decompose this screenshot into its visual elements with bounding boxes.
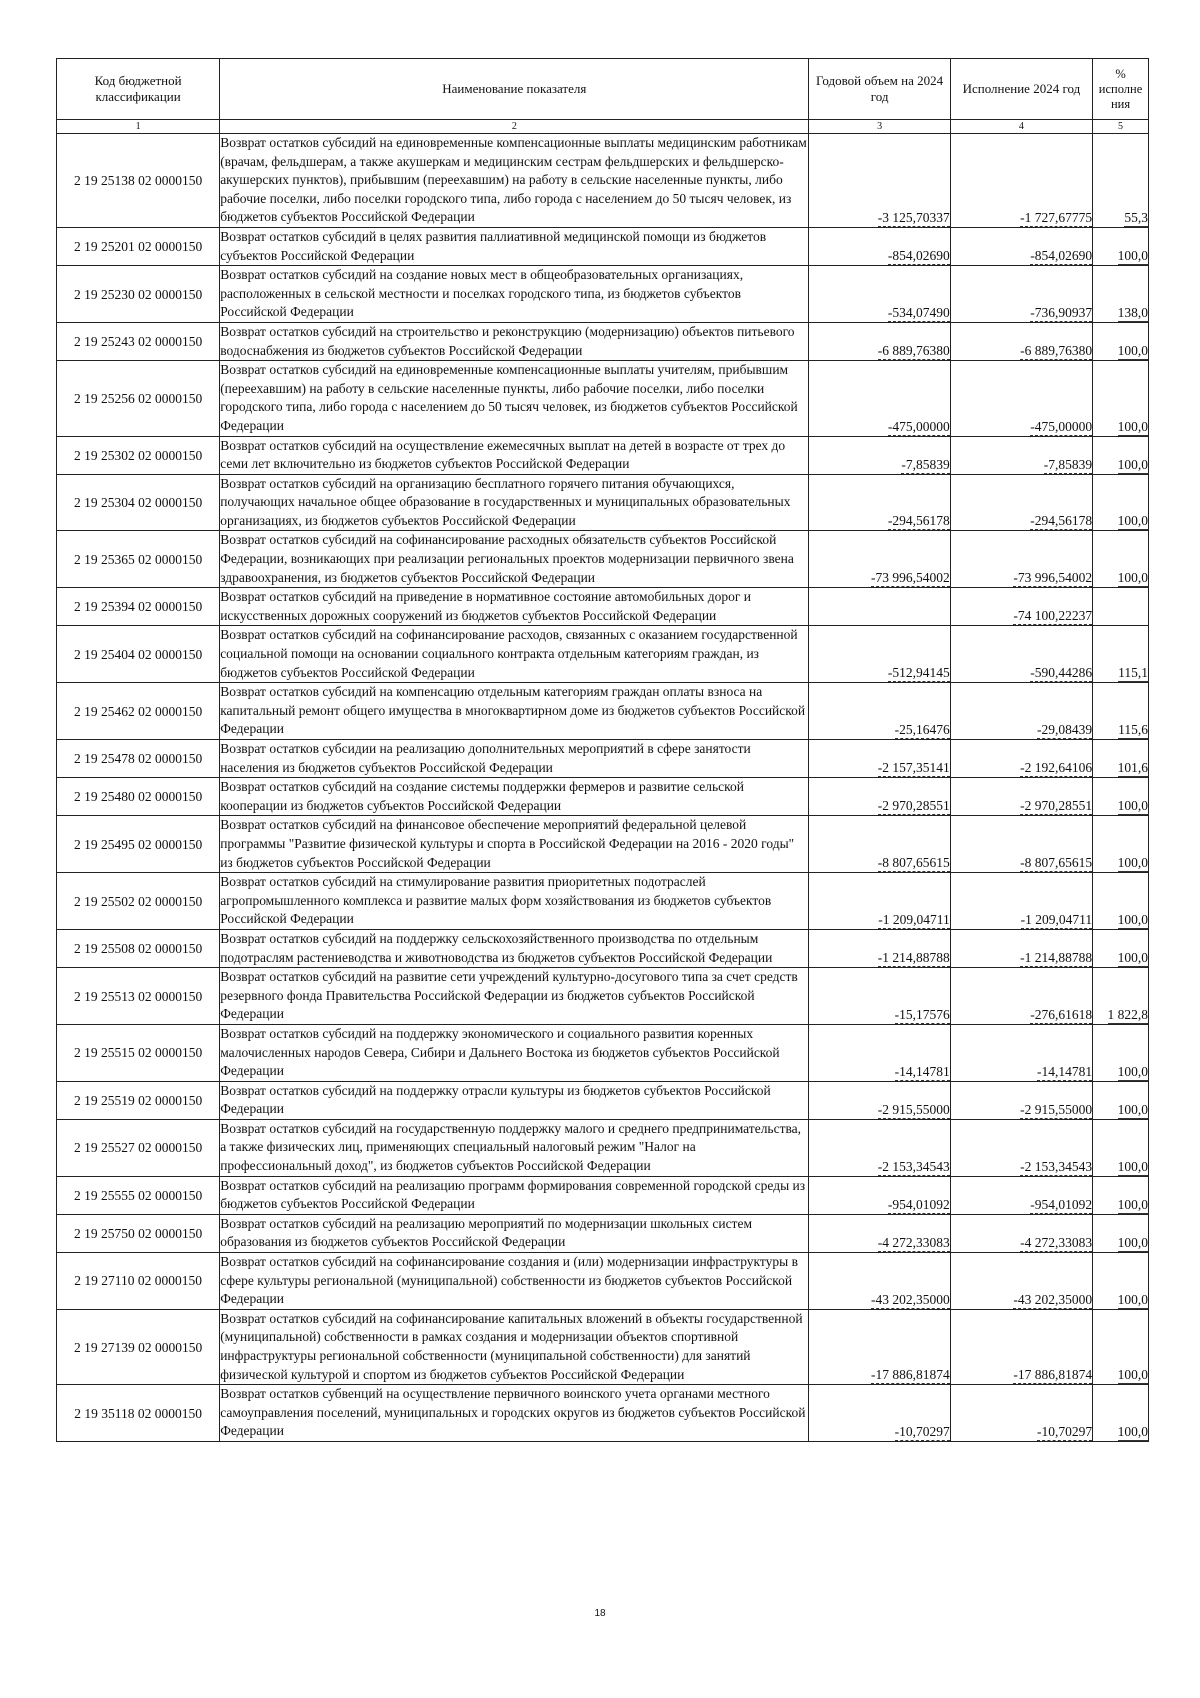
- table-row: [57, 1081, 1149, 1119]
- execution-percent-cell: [1093, 322, 1149, 360]
- annual-plan-value: -4 272,33083: [877, 1235, 950, 1251]
- annual-plan-value-cell: [809, 816, 950, 873]
- table-row: [57, 1176, 1149, 1214]
- execution-value-cell: [950, 1081, 1092, 1119]
- execution-value: -14,14781: [1036, 1063, 1093, 1079]
- execution-percent: 100,0: [1117, 1101, 1148, 1117]
- annual-plan-value: -1 209,04711: [878, 911, 950, 927]
- table-row: [57, 1214, 1149, 1252]
- table-row: [57, 436, 1149, 474]
- table-header-row: [57, 59, 1149, 120]
- annual-plan-value: -14,14781: [894, 1063, 950, 1079]
- indicator-name: Возврат остатков субсидий на строительство и реконструкцию (модернизацию) объектов питьевого водоснабжения из бюджетов субъектов Российской Федерации: [220, 322, 809, 360]
- execution-percent: 100,0: [1117, 248, 1148, 264]
- indicator-name: Возврат остатков субсидий на софинансирование расходных обязательств субъектов Российской Федерации, возникающих при реализации региональных проектов модернизации первичного звена здравоохранения, из бюджетов субъектов Российской Федерации: [220, 531, 809, 588]
- table-row: [57, 1024, 1149, 1081]
- annual-plan-value: -2 915,55000: [877, 1101, 950, 1117]
- execution-value-cell: [950, 1253, 1092, 1310]
- budget-code: 2 19 25513 02 0000150: [57, 968, 220, 1025]
- execution-percent: 100,0: [1117, 1291, 1148, 1307]
- execution-value: -29,08439: [1036, 722, 1093, 737]
- execution-value: -17 886,81874: [1013, 1367, 1093, 1383]
- execution-percent-cell: [1093, 683, 1149, 740]
- indicator-name: Возврат остатков субсидий на создание новых мест в общеобразовательных организациях, расположенных в сельской местности и поселках городского типа, из бюджетов субъектов Российской Федерации: [220, 266, 809, 323]
- annual-plan-value: -10,70297: [894, 1423, 950, 1439]
- column-number: 1: [57, 120, 220, 134]
- execution-value-cell: [950, 1024, 1092, 1081]
- budget-code: 2 19 25480 02 0000150: [57, 778, 220, 816]
- execution-value-cell: [950, 588, 1092, 626]
- execution-value-cell: [950, 134, 1092, 228]
- execution-value: -73 996,54002: [1013, 570, 1093, 586]
- execution-value-cell: [950, 1309, 1092, 1384]
- annual-plan-value: -2 157,35141: [877, 760, 950, 776]
- execution-percent-cell: [1093, 361, 1149, 436]
- annual-plan-value-cell: [809, 436, 950, 474]
- annual-plan-value-cell: [809, 588, 950, 626]
- column-number: 4: [950, 120, 1092, 134]
- budget-code: 2 19 25138 02 0000150: [57, 134, 220, 228]
- indicator-name: Возврат остатков субсидий на единовременные компенсационные выплаты медицинским работникам (врачам, фельдшерам, а также акушеркам и медицинским сестрам фельдшерских и фельдшерско-акушерских пунктов), прибывшим (переехавшим) на работу в сельские населенные пункты, либо рабочие поселки, либо поселки городского типа, либо города с населением до 50 тысяч человек, из бюджетов субъектов Российской Федерации: [220, 134, 809, 228]
- indicator-name: Возврат остатков субсидий на софинансирование создания и (или) модернизации инфраструктуры в сфере культуры региональной (муниципальной) собственности из бюджетов субъектов Российской Федерации: [220, 1253, 809, 1310]
- execution-value-cell: [950, 1119, 1092, 1176]
- execution-value: -954,01092: [1030, 1196, 1093, 1212]
- execution-value-cell: [950, 778, 1092, 816]
- annual-plan-value-cell: [809, 531, 950, 588]
- execution-value-cell: [950, 1385, 1092, 1442]
- indicator-name: Возврат остатков субсидий на поддержку отрасли культуры из бюджетов субъектов Российской Федерации: [220, 1081, 809, 1119]
- execution-value: -74 100,22237: [1013, 608, 1093, 624]
- execution-value: -2 192,64106: [1020, 760, 1093, 776]
- table-row: [57, 1119, 1149, 1176]
- header-percent: % исполне ния: [1093, 59, 1149, 120]
- table-row: [57, 816, 1149, 873]
- budget-code: 2 19 35118 02 0000150: [57, 1385, 220, 1442]
- budget-code: 2 19 25230 02 0000150: [57, 266, 220, 323]
- execution-percent-cell: [1093, 873, 1149, 930]
- execution-value: -1 214,88788: [1020, 950, 1093, 966]
- execution-percent-cell: [1093, 436, 1149, 474]
- budget-code: 2 19 25502 02 0000150: [57, 873, 220, 930]
- table-row: [57, 322, 1149, 360]
- indicator-name: Возврат остатков субсидий на софинансирование расходов, связанных с оказанием государственной социальной помощи на основании социального контракта отдельным категориям граждан, из бюджетов субъектов Российской Федерации: [220, 626, 809, 683]
- execution-percent-cell: [1093, 1309, 1149, 1384]
- execution-value: -736,90937: [1030, 304, 1093, 320]
- execution-value-cell: [950, 968, 1092, 1025]
- execution-percent-cell: [1093, 816, 1149, 873]
- execution-percent-cell: [1093, 1176, 1149, 1214]
- execution-percent: 100,0: [1117, 1063, 1148, 1079]
- budget-code: 2 19 25304 02 0000150: [57, 474, 220, 531]
- column-number: 2: [220, 120, 809, 134]
- execution-percent: 100,0: [1117, 1235, 1148, 1251]
- annual-plan-value: -954,01092: [887, 1196, 950, 1212]
- execution-value: -8 807,65615: [1020, 855, 1093, 871]
- header-plan: Годовой объем на 2024 год: [809, 59, 950, 120]
- annual-plan-value-cell: [809, 1309, 950, 1384]
- table-row: [57, 266, 1149, 323]
- annual-plan-value: -854,02690: [887, 248, 950, 264]
- execution-percent: 100,0: [1117, 1367, 1148, 1383]
- table-row: [57, 227, 1149, 265]
- annual-plan-value: -25,16476: [894, 722, 950, 737]
- execution-percent: 100,0: [1117, 513, 1148, 529]
- execution-value-cell: [950, 227, 1092, 265]
- table-body: [57, 134, 1149, 1442]
- annual-plan-value-cell: [809, 968, 950, 1025]
- annual-plan-value: -73 996,54002: [870, 570, 950, 586]
- indicator-name: Возврат остатков субсидий на единовременные компенсационные выплаты учителям, прибывшим (переехавшим) на работу в сельские населенные пункты, либо рабочие поселки, либо поселки городского типа, либо города с населением до 50 тысяч человек, из бюджетов субъектов Российской Федерации: [220, 361, 809, 436]
- annual-plan-value-cell: [809, 1024, 950, 1081]
- indicator-name: Возврат остатков субсидии на реализацию дополнительных мероприятий в сфере занятости населения из бюджетов субъектов Российской Федерации: [220, 740, 809, 778]
- execution-percent: 100,0: [1117, 855, 1148, 871]
- execution-percent-cell: [1093, 1024, 1149, 1081]
- execution-percent: 100,0: [1117, 798, 1148, 814]
- annual-plan-value-cell: [809, 778, 950, 816]
- indicator-name: Возврат остатков субвенций на осуществление первичного воинского учета органами местного самоуправления поселений, муниципальных и городских округов из бюджетов субъектов Российской Федерации: [220, 1385, 809, 1442]
- execution-value: -4 272,33083: [1020, 1235, 1093, 1251]
- execution-value: -6 889,76380: [1020, 343, 1093, 359]
- execution-percent-cell: [1093, 1253, 1149, 1310]
- annual-plan-value: -512,94145: [887, 665, 950, 681]
- execution-value-cell: [950, 626, 1092, 683]
- table-row: [57, 1253, 1149, 1310]
- execution-percent: 100,0: [1117, 1158, 1148, 1174]
- execution-percent: 100,0: [1117, 1423, 1148, 1439]
- execution-percent-cell: [1093, 740, 1149, 778]
- annual-plan-value-cell: [809, 1119, 950, 1176]
- table-row: [57, 968, 1149, 1025]
- execution-percent: 100,0: [1117, 1196, 1148, 1212]
- column-number-row: [57, 120, 1149, 134]
- execution-value: -1 727,67775: [1020, 209, 1093, 225]
- budget-code: 2 19 25508 02 0000150: [57, 929, 220, 967]
- indicator-name: Возврат остатков субсидий на реализацию мероприятий по модернизации школьных систем образования из бюджетов субъектов Российской Федерации: [220, 1214, 809, 1252]
- execution-value: -276,61618: [1030, 1006, 1093, 1022]
- budget-code: 2 19 25555 02 0000150: [57, 1176, 220, 1214]
- execution-value-cell: [950, 361, 1092, 436]
- annual-plan-value-cell: [809, 1214, 950, 1252]
- indicator-name: Возврат остатков субсидий на приведение в нормативное состояние автомобильных дорог и искусственных дорожных сооружений из бюджетов субъектов Российской Федерации: [220, 588, 809, 626]
- indicator-name: Возврат остатков субсидий на создание системы поддержки фермеров и развитие сельской кооперации из бюджетов субъектов Российской Федерации: [220, 778, 809, 816]
- execution-value: -475,00000: [1030, 418, 1093, 434]
- annual-plan-value: -17 886,81874: [870, 1367, 950, 1383]
- annual-plan-value: -294,56178: [887, 513, 950, 529]
- execution-value-cell: [950, 436, 1092, 474]
- execution-value: -294,56178: [1030, 513, 1093, 529]
- table-row: [57, 361, 1149, 436]
- annual-plan-value-cell: [809, 1081, 950, 1119]
- execution-percent-cell: [1093, 588, 1149, 626]
- table-row: [57, 474, 1149, 531]
- header-fact: Исполнение 2024 год: [950, 59, 1092, 120]
- header-code: Код бюджетной классификации: [57, 59, 220, 120]
- execution-percent-cell: [1093, 227, 1149, 265]
- indicator-name: Возврат остатков субсидий в целях развития паллиативной медицинской помощи из бюджетов субъектов Российской Федерации: [220, 227, 809, 265]
- execution-percent-cell: [1093, 968, 1149, 1025]
- execution-value-cell: [950, 816, 1092, 873]
- budget-code: 2 19 25394 02 0000150: [57, 588, 220, 626]
- indicator-name: Возврат остатков субсидий на организацию бесплатного горячего питания обучающихся, получающих начальное общее образование в государственных и муниципальных образовательных организациях, из бюджетов субъектов Российской Федерации: [220, 474, 809, 531]
- annual-plan-value: -534,07490: [887, 304, 950, 320]
- annual-plan-value: -3 125,70337: [877, 209, 950, 225]
- budget-code: 2 19 25527 02 0000150: [57, 1119, 220, 1176]
- annual-plan-value: -2 970,28551: [877, 798, 950, 814]
- table-row: [57, 929, 1149, 967]
- table-row: [57, 134, 1149, 228]
- execution-value: -1 209,04711: [1020, 911, 1093, 927]
- execution-value-cell: [950, 929, 1092, 967]
- execution-percent-cell: [1093, 1081, 1149, 1119]
- indicator-name: Возврат остатков субсидий на государственную поддержку малого и среднего предпринимательства, а также физических лиц, применяющих специальный налоговый режим "Налог на профессиональный доход", из бюджетов субъектов Российской Федерации: [220, 1119, 809, 1176]
- budget-code: 2 19 27110 02 0000150: [57, 1253, 220, 1310]
- page-number: 18: [594, 1608, 606, 1619]
- annual-plan-value-cell: [809, 322, 950, 360]
- execution-percent: 115,6: [1118, 722, 1148, 737]
- header-name: Наименование показателя: [220, 59, 809, 120]
- execution-percent: 1 822,8: [1107, 1006, 1148, 1022]
- execution-percent: 100,0: [1117, 456, 1148, 472]
- annual-plan-value-cell: [809, 1253, 950, 1310]
- execution-percent: 100,0: [1117, 418, 1148, 434]
- execution-value: -2 153,34543: [1020, 1158, 1093, 1174]
- execution-percent: 101,6: [1117, 760, 1148, 776]
- budget-code: 2 19 25478 02 0000150: [57, 740, 220, 778]
- budget-code: 2 19 25519 02 0000150: [57, 1081, 220, 1119]
- execution-value-cell: [950, 740, 1092, 778]
- table-row: [57, 1385, 1149, 1442]
- execution-percent: 55,3: [1124, 209, 1148, 225]
- annual-plan-value: -43 202,35000: [870, 1291, 950, 1307]
- annual-plan-value: -8 807,65615: [877, 855, 950, 871]
- execution-percent: 115,1: [1118, 665, 1148, 681]
- annual-plan-value-cell: [809, 740, 950, 778]
- table-row: [57, 873, 1149, 930]
- budget-code: 2 19 27139 02 0000150: [57, 1309, 220, 1384]
- execution-value: -2 970,28551: [1020, 798, 1093, 814]
- execution-value-cell: [950, 1176, 1092, 1214]
- indicator-name: Возврат остатков субсидий на стимулирование развития приоритетных подотраслей агропромышленного комплекса и развитие малых форм хозяйствования из бюджетов субъектов Российской Федерации: [220, 873, 809, 930]
- table-row: [57, 588, 1149, 626]
- indicator-name: Возврат остатков субсидий на осуществление ежемесячных выплат на детей в возрасте от трех до семи лет включительно из бюджетов субъектов Российской Федерации: [220, 436, 809, 474]
- annual-plan-value: -2 153,34543: [877, 1158, 950, 1174]
- annual-plan-value: -7,85839: [901, 456, 950, 472]
- budget-table: [56, 58, 1149, 1442]
- execution-percent-cell: [1093, 134, 1149, 228]
- budget-code: 2 19 25515 02 0000150: [57, 1024, 220, 1081]
- column-number: 3: [809, 120, 950, 134]
- annual-plan-value: -15,17576: [894, 1006, 950, 1022]
- budget-code: 2 19 25256 02 0000150: [57, 361, 220, 436]
- annual-plan-value: -475,00000: [887, 418, 950, 434]
- execution-percent-cell: [1093, 1385, 1149, 1442]
- annual-plan-value-cell: [809, 227, 950, 265]
- execution-percent: 100,0: [1117, 343, 1148, 359]
- execution-value-cell: [950, 266, 1092, 323]
- table-row: [57, 531, 1149, 588]
- indicator-name: Возврат остатков субсидий на поддержку сельскохозяйственного производства по отдельным подотраслям растениеводства и животноводства из бюджетов субъектов Российской Федерации: [220, 929, 809, 967]
- execution-value-cell: [950, 531, 1092, 588]
- execution-value: -10,70297: [1036, 1423, 1093, 1439]
- execution-value-cell: [950, 1214, 1092, 1252]
- column-number: 5: [1093, 120, 1149, 134]
- execution-value-cell: [950, 683, 1092, 740]
- budget-code: 2 19 25462 02 0000150: [57, 683, 220, 740]
- execution-percent-cell: [1093, 1119, 1149, 1176]
- execution-percent-cell: [1093, 531, 1149, 588]
- execution-value: -43 202,35000: [1013, 1291, 1093, 1307]
- execution-percent: 100,0: [1117, 950, 1148, 966]
- table-row: [57, 683, 1149, 740]
- budget-code: 2 19 25750 02 0000150: [57, 1214, 220, 1252]
- annual-plan-value-cell: [809, 266, 950, 323]
- indicator-name: Возврат остатков субсидий на софинансирование капитальных вложений в объекты государственной (муниципальной) собственности в рамках создания и модернизации объектов спортивной инфраструктуры региональной собственности (муниципальной собственности) для занятий физической культурой и спортом из бюджетов субъектов Российской Федерации: [220, 1309, 809, 1384]
- budget-code: 2 19 25495 02 0000150: [57, 816, 220, 873]
- annual-plan-value-cell: [809, 1176, 950, 1214]
- execution-percent-cell: [1093, 1214, 1149, 1252]
- execution-value-cell: [950, 474, 1092, 531]
- indicator-name: Возврат остатков субсидий на поддержку экономического и социального развития коренных малочисленных народов Севера, Сибири и Дальнего Востока из бюджетов субъектов Российской Федерации: [220, 1024, 809, 1081]
- table-row: [57, 1309, 1149, 1384]
- annual-plan-value-cell: [809, 626, 950, 683]
- annual-plan-value-cell: [809, 929, 950, 967]
- execution-percent-cell: [1093, 626, 1149, 683]
- budget-code: 2 19 25302 02 0000150: [57, 436, 220, 474]
- indicator-name: Возврат остатков субсидий на компенсацию отдельным категориям граждан оплаты взноса на капитальный ремонт общего имущества в многоквартирном доме из бюджетов субъектов Российской Федерации: [220, 683, 809, 740]
- indicator-name: Возврат остатков субсидий на развитие сети учреждений культурно-досугового типа за счет средств резервного фонда Правительства Российской Федерации из бюджетов субъектов Российской Федерации: [220, 968, 809, 1025]
- execution-value: -7,85839: [1043, 456, 1093, 472]
- execution-percent: 138,0: [1117, 304, 1148, 320]
- execution-percent-cell: [1093, 929, 1149, 967]
- execution-percent: 100,0: [1117, 911, 1148, 927]
- annual-plan-value-cell: [809, 474, 950, 531]
- execution-value-cell: [950, 322, 1092, 360]
- indicator-name: Возврат остатков субсидий на финансовое обеспечение мероприятий федеральной целевой программы "Развитие физической культуры и спорта в Российской Федерации на 2016 - 2020 годы" из бюджетов субъектов Российской Федерации: [220, 816, 809, 873]
- annual-plan-value-cell: [809, 361, 950, 436]
- execution-value: -854,02690: [1030, 248, 1093, 264]
- budget-code: 2 19 25404 02 0000150: [57, 626, 220, 683]
- table-row: [57, 740, 1149, 778]
- annual-plan-value: -6 889,76380: [877, 343, 950, 359]
- budget-code: 2 19 25243 02 0000150: [57, 322, 220, 360]
- annual-plan-value-cell: [809, 683, 950, 740]
- annual-plan-value-cell: [809, 134, 950, 228]
- execution-value: -590,44286: [1030, 665, 1093, 681]
- budget-code: 2 19 25365 02 0000150: [57, 531, 220, 588]
- indicator-name: Возврат остатков субсидий на реализацию программ формирования современной городской среды из бюджетов субъектов Российской Федерации: [220, 1176, 809, 1214]
- execution-percent-cell: [1093, 474, 1149, 531]
- table-row: [57, 778, 1149, 816]
- execution-value-cell: [950, 873, 1092, 930]
- budget-code: 2 19 25201 02 0000150: [57, 227, 220, 265]
- table-row: [57, 626, 1149, 683]
- execution-percent-cell: [1093, 266, 1149, 323]
- execution-percent-cell: [1093, 778, 1149, 816]
- execution-value: -2 915,55000: [1020, 1101, 1093, 1117]
- execution-percent: 100,0: [1117, 570, 1148, 586]
- annual-plan-value-cell: [809, 873, 950, 930]
- annual-plan-value-cell: [809, 1385, 950, 1442]
- annual-plan-value: -1 214,88788: [877, 950, 950, 966]
